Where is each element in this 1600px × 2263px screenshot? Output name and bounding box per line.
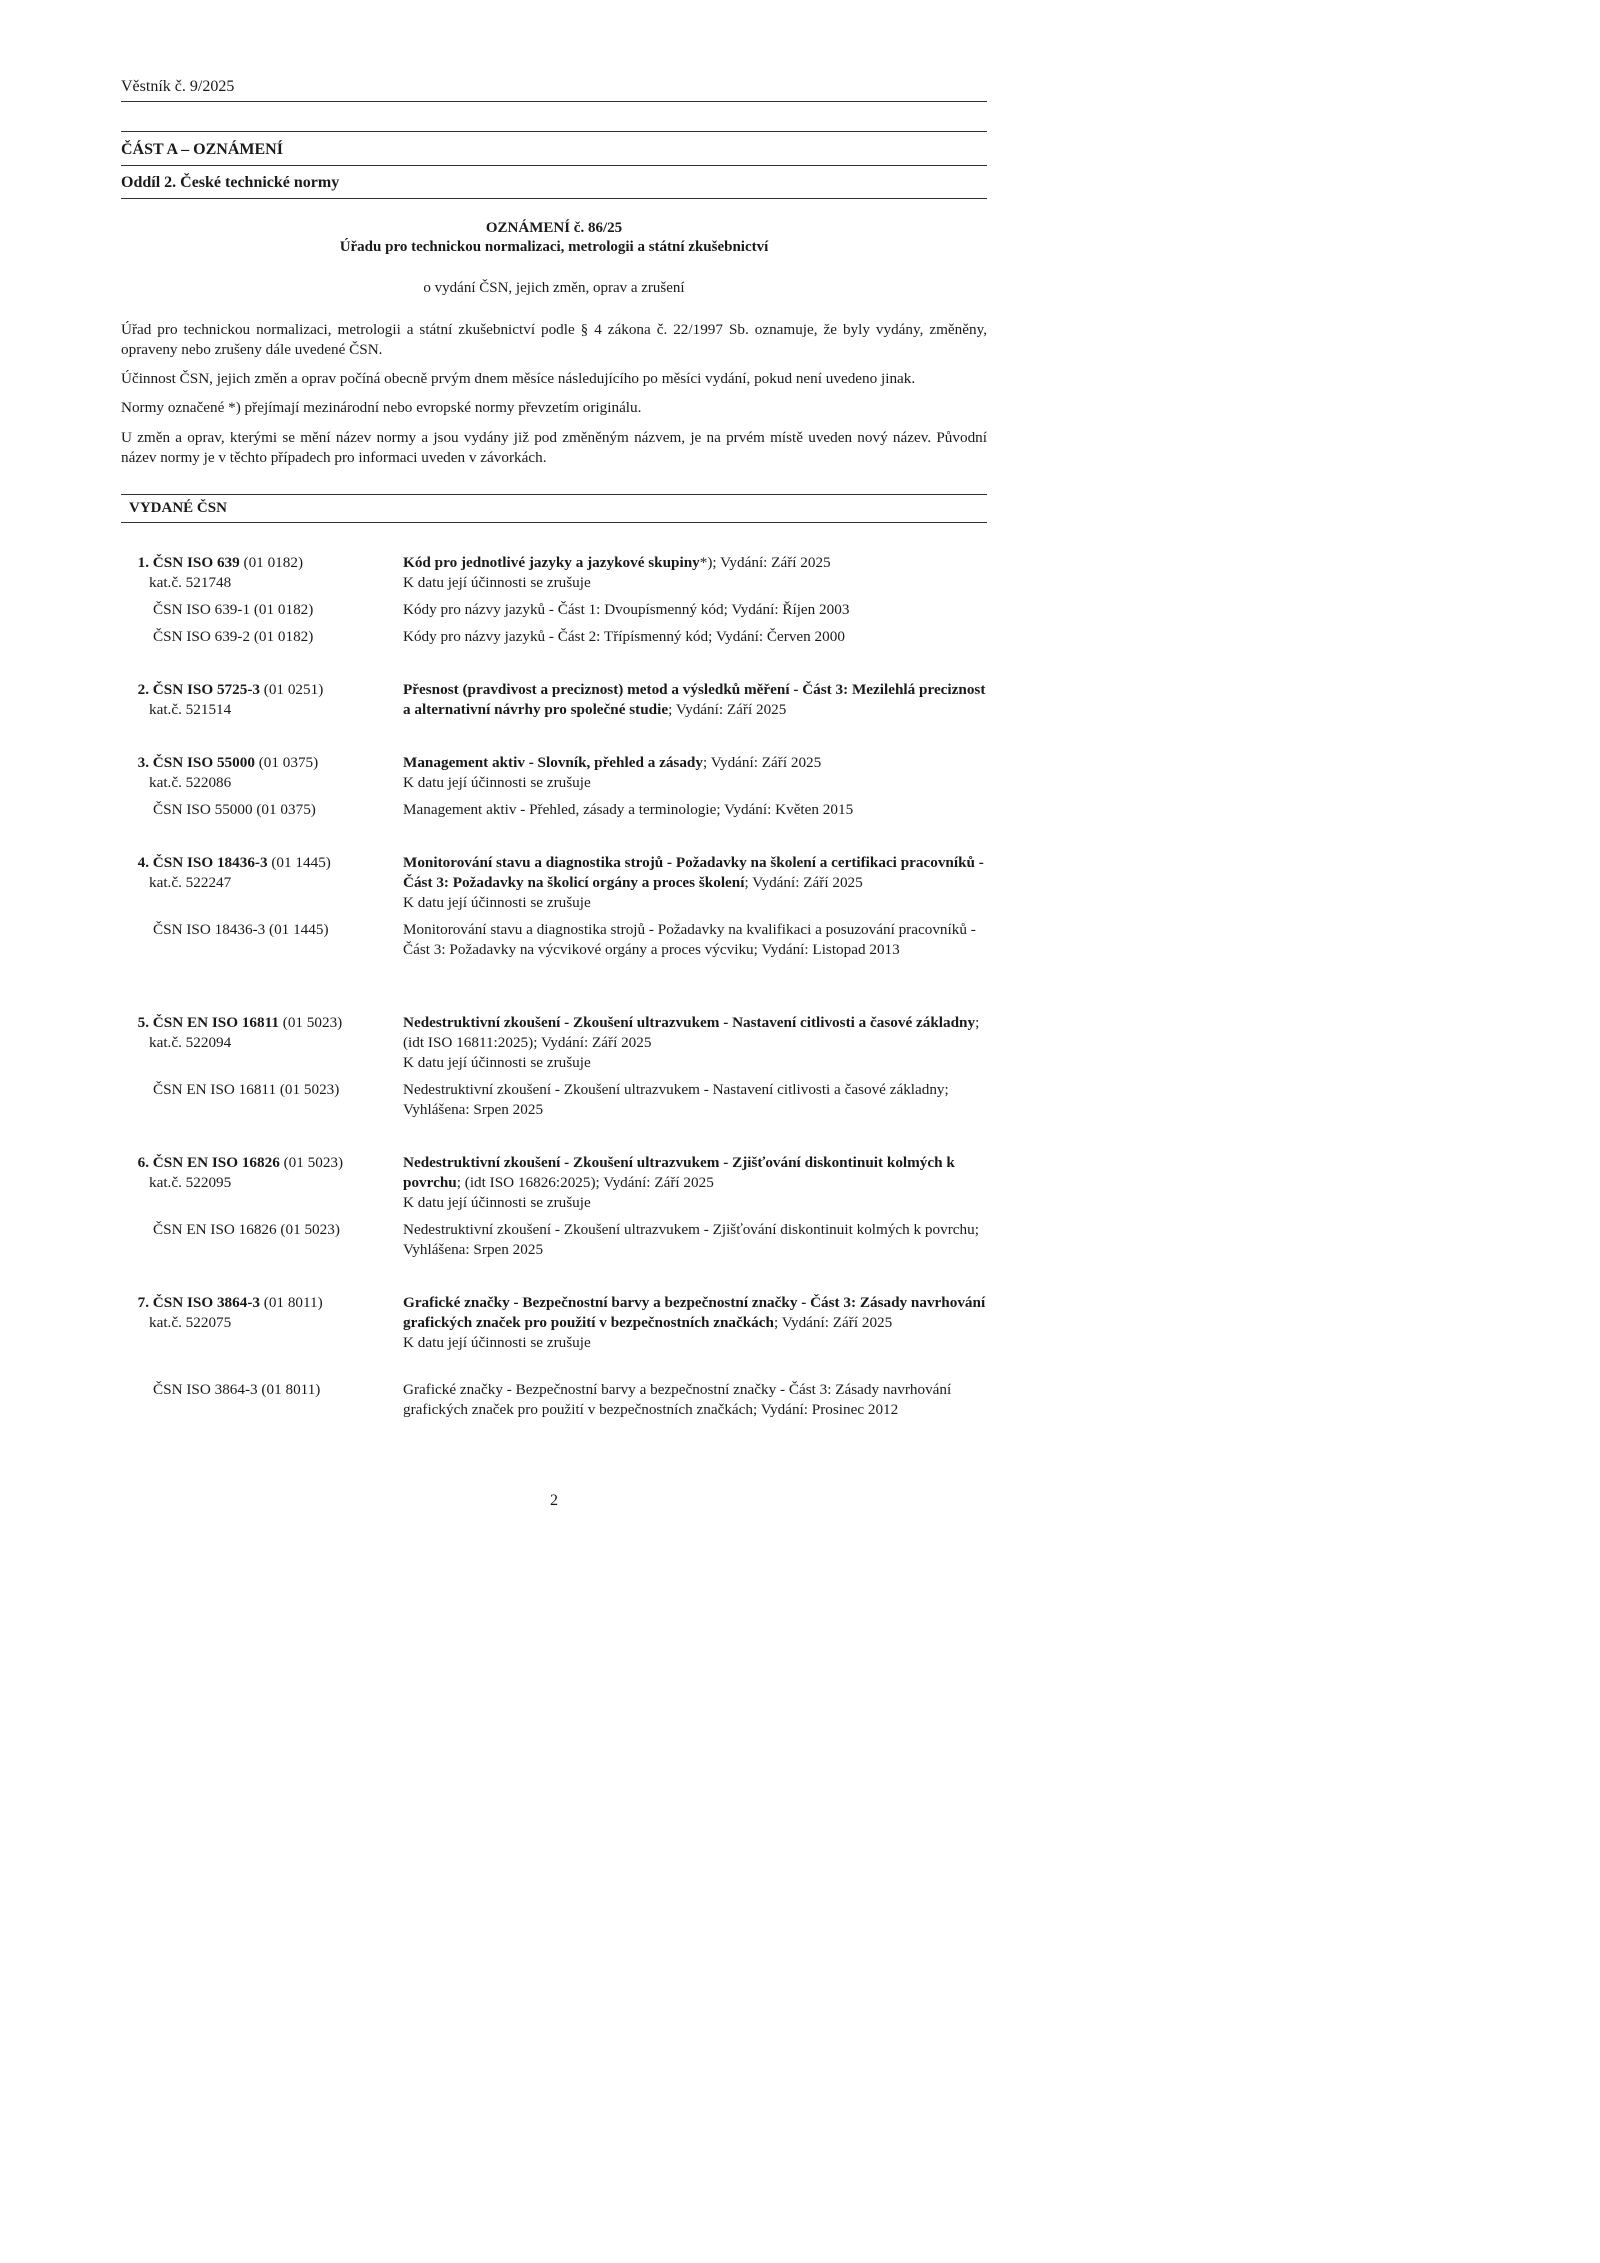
- notice-subject: o vydání ČSN, jejich změn, oprav a zrušení: [423, 280, 685, 296]
- entry-code: ČSN ISO 3864-3: [152, 1294, 260, 1311]
- notice-title: OZNÁMENÍ č. 86/25: [485, 220, 623, 236]
- replaced-text: Management aktiv - Přehled, zásady a terminologie; Vydání: Květen 2015: [403, 801, 854, 818]
- entry-number: 7.: [137, 1294, 149, 1311]
- entry-id: [121, 680, 391, 720]
- entry-class: (01 5023): [283, 1154, 344, 1171]
- entry-description: [403, 1013, 987, 1073]
- entry-class: (01 0182): [243, 554, 304, 571]
- page-number: 2: [550, 1492, 558, 1509]
- entry-id: [121, 1293, 391, 1333]
- entry-class: (01 0251): [263, 681, 324, 698]
- entry-title: Přesnost (pravdivost a preciznost) metod a výsledků měření - Část 3: Mezilehlá preciznost a alternativní návrhy pro společné studie: [403, 681, 986, 718]
- entry-class: (01 1445): [271, 854, 331, 871]
- replaced-code: ČSN ISO 3864-3 (01 8011): [153, 1381, 321, 1398]
- intro-paragraph: Úřad pro technickou normalizaci, metrologii a státní zkušebnictví podle § 4 zákona č. 22/1997 Sb. oznamuje, že byly vydány, změněny, opraveny nebo zrušeny dále uvedené ČSN.: [121, 321, 987, 358]
- entry-title-rest: ; (idt ISO 16826:2025); Vydání: Září 2025: [456, 1174, 714, 1191]
- replaced-text: Grafické značky - Bezpečnostní barvy a bezpečnostní značky - Část 3: Zásady navrhování grafických značek pro použití v bezpečnostních značkách; Vydání: Prosinec 2012: [403, 1381, 952, 1418]
- entry-description: [403, 553, 987, 593]
- entry-catalog-number: kat.č. 522086: [149, 774, 232, 791]
- replaced-code: ČSN EN ISO 16811 (01 5023): [153, 1081, 340, 1098]
- entry-title: Nedestruktivní zkoušení - Zkoušení ultrazvukem - Zjišťování diskontinuit kolmých k povrchu: [403, 1154, 955, 1191]
- entry-title: Monitorování stavu a diagnostika strojů - Požadavky na školení a certifikaci pracovníků - Část 3: Požadavky na školicí orgány a proces školení: [403, 854, 984, 891]
- rule: [121, 131, 987, 132]
- entry-catalog-number: kat.č. 522075: [149, 1314, 232, 1331]
- replaced-text: Nedestruktivní zkoušení - Zkoušení ultrazvukem - Nastavení citlivosti a časové základny; Vyhlášena: Srpen 2025: [403, 1081, 949, 1118]
- intro-paragraph: U změn a oprav, kterými se mění název normy a jsou vydány již pod změněným názvem, je na prvém místě uveden nový název. Původní název normy je v těchto případech pro informaci uveden v závorkách.: [121, 429, 987, 466]
- replaced-text: Monitorování stavu a diagnostika strojů - Požadavky na kvalifikaci a posuzování pracovníků - Část 3: Požadavky na výcvikové orgány a proces výcviku; Vydání: Listopad 2013: [403, 921, 976, 958]
- entry-class: (01 5023): [282, 1014, 343, 1031]
- subheading: VYDANÉ ČSN: [129, 500, 227, 516]
- cancel-note: K datu její účinnosti se zrušuje: [403, 574, 591, 591]
- entry-number: 2.: [137, 681, 149, 698]
- entry-title-rest: ; Vydání: Září 2025: [773, 1314, 893, 1331]
- rule: [121, 494, 987, 495]
- replaced-code: ČSN ISO 639-2 (01 0182): [153, 628, 314, 645]
- entry-id: [121, 1013, 391, 1053]
- entry-title: Nedestruktivní zkoušení - Zkoušení ultrazvukem - Nastavení citlivosti a časové základny: [403, 1014, 976, 1031]
- entry-description: [403, 680, 987, 720]
- entry-id: [121, 553, 391, 593]
- entry-description: [403, 1293, 987, 1353]
- entry-description: [403, 753, 987, 793]
- entry-title-rest: ; Vydání: Září 2025: [744, 874, 863, 891]
- entry-id: [121, 1153, 391, 1193]
- entry-class: (01 8011): [263, 1294, 323, 1311]
- notice-issuer: Úřadu pro technickou normalizaci, metrologii a státní zkušebnictví: [339, 239, 769, 255]
- entry-number: 4.: [137, 854, 149, 871]
- intro-paragraph: Normy označené *) přejímají mezinárodní nebo evropské normy převzetím originálu.: [121, 399, 642, 416]
- intro-paragraph: Účinnost ČSN, jejich změn a oprav počíná obecně prvým dnem měsíce následujícího po měsíci vydání, pokud není uvedeno jinak.: [121, 370, 916, 387]
- replaced-text: Nedestruktivní zkoušení - Zkoušení ultrazvukem - Zjišťování diskontinuit kolmých k povrchu; Vyhlášena: Srpen 2025: [403, 1221, 979, 1258]
- entry-title: Kód pro jednotlivé jazyky a jazykové skupiny: [403, 554, 700, 571]
- entry-catalog-number: kat.č. 522247: [149, 874, 232, 891]
- entry-description: [403, 853, 987, 913]
- running-head: Věstník č. 9/2025: [121, 78, 235, 95]
- entry-catalog-number: kat.č. 522094: [149, 1034, 232, 1051]
- replaced-code: ČSN ISO 18436-3 (01 1445): [153, 921, 329, 938]
- division-heading: Oddíl 2. České technické normy: [121, 174, 340, 191]
- replaced-text: Kódy pro názvy jazyků - Část 1: Dvoupísmenný kód; Vydání: Říjen 2003: [403, 601, 850, 618]
- entry-title-rest: ; Vydání: Září 2025: [668, 701, 787, 718]
- entry-title-rest: ; Vydání: Září 2025: [702, 754, 822, 771]
- entry-description: [403, 1153, 987, 1213]
- cancel-note: K datu její účinnosti se zrušuje: [403, 1194, 591, 1211]
- entry-title: Management aktiv - Slovník, přehled a zásady: [403, 754, 703, 771]
- replaced-code: ČSN EN ISO 16826 (01 5023): [153, 1221, 340, 1238]
- entry-title: Grafické značky - Bezpečnostní barvy a bezpečnostní značky - Část 3: Zásady navrhování grafických značek pro použití v bezpečnostních značkách: [403, 1294, 986, 1331]
- rule: [121, 165, 987, 166]
- cancel-note: K datu její účinnosti se zrušuje: [403, 894, 591, 911]
- entry-code: ČSN ISO 5725-3: [152, 681, 260, 698]
- entry-code: ČSN ISO 639: [152, 554, 240, 571]
- replaced-code: ČSN ISO 639-1 (01 0182): [153, 601, 314, 618]
- cancel-note: K datu její účinnosti se zrušuje: [403, 1334, 591, 1351]
- entry-title-rest: *); Vydání: Září 2025: [699, 554, 831, 571]
- entry-code: ČSN ISO 55000: [152, 754, 255, 771]
- replaced-text: Kódy pro názvy jazyků - Část 2: Třípísmenný kód; Vydání: Červen 2000: [403, 628, 845, 645]
- entry-number: 1.: [137, 554, 149, 571]
- rule: [121, 522, 987, 523]
- entry-catalog-number: kat.č. 521748: [149, 574, 232, 591]
- entry-number: 6.: [137, 1154, 149, 1171]
- entry-number: 3.: [137, 754, 149, 771]
- rule: [121, 198, 987, 199]
- entry-id: [121, 853, 391, 893]
- entry-title-rest: ; (idt ISO 16811:2025); Vydání: Září 2025: [403, 1014, 980, 1051]
- replaced-code: ČSN ISO 55000 (01 0375): [153, 801, 316, 818]
- entry-code: ČSN ISO 18436-3: [152, 854, 268, 871]
- entry-id: [121, 753, 391, 793]
- entry-class: (01 0375): [258, 754, 319, 771]
- entry-catalog-number: kat.č. 522095: [149, 1174, 232, 1191]
- cancel-note: K datu její účinnosti se zrušuje: [403, 774, 591, 791]
- entry-catalog-number: kat.č. 521514: [149, 701, 232, 718]
- entry-code: ČSN EN ISO 16811: [152, 1014, 279, 1031]
- entry-code: ČSN EN ISO 16826: [152, 1154, 280, 1171]
- cancel-note: K datu její účinnosti se zrušuje: [403, 1054, 591, 1071]
- entry-number: 5.: [137, 1014, 149, 1031]
- rule: [121, 101, 987, 102]
- part-heading: ČÁST A – OZNÁMENÍ: [121, 141, 283, 158]
